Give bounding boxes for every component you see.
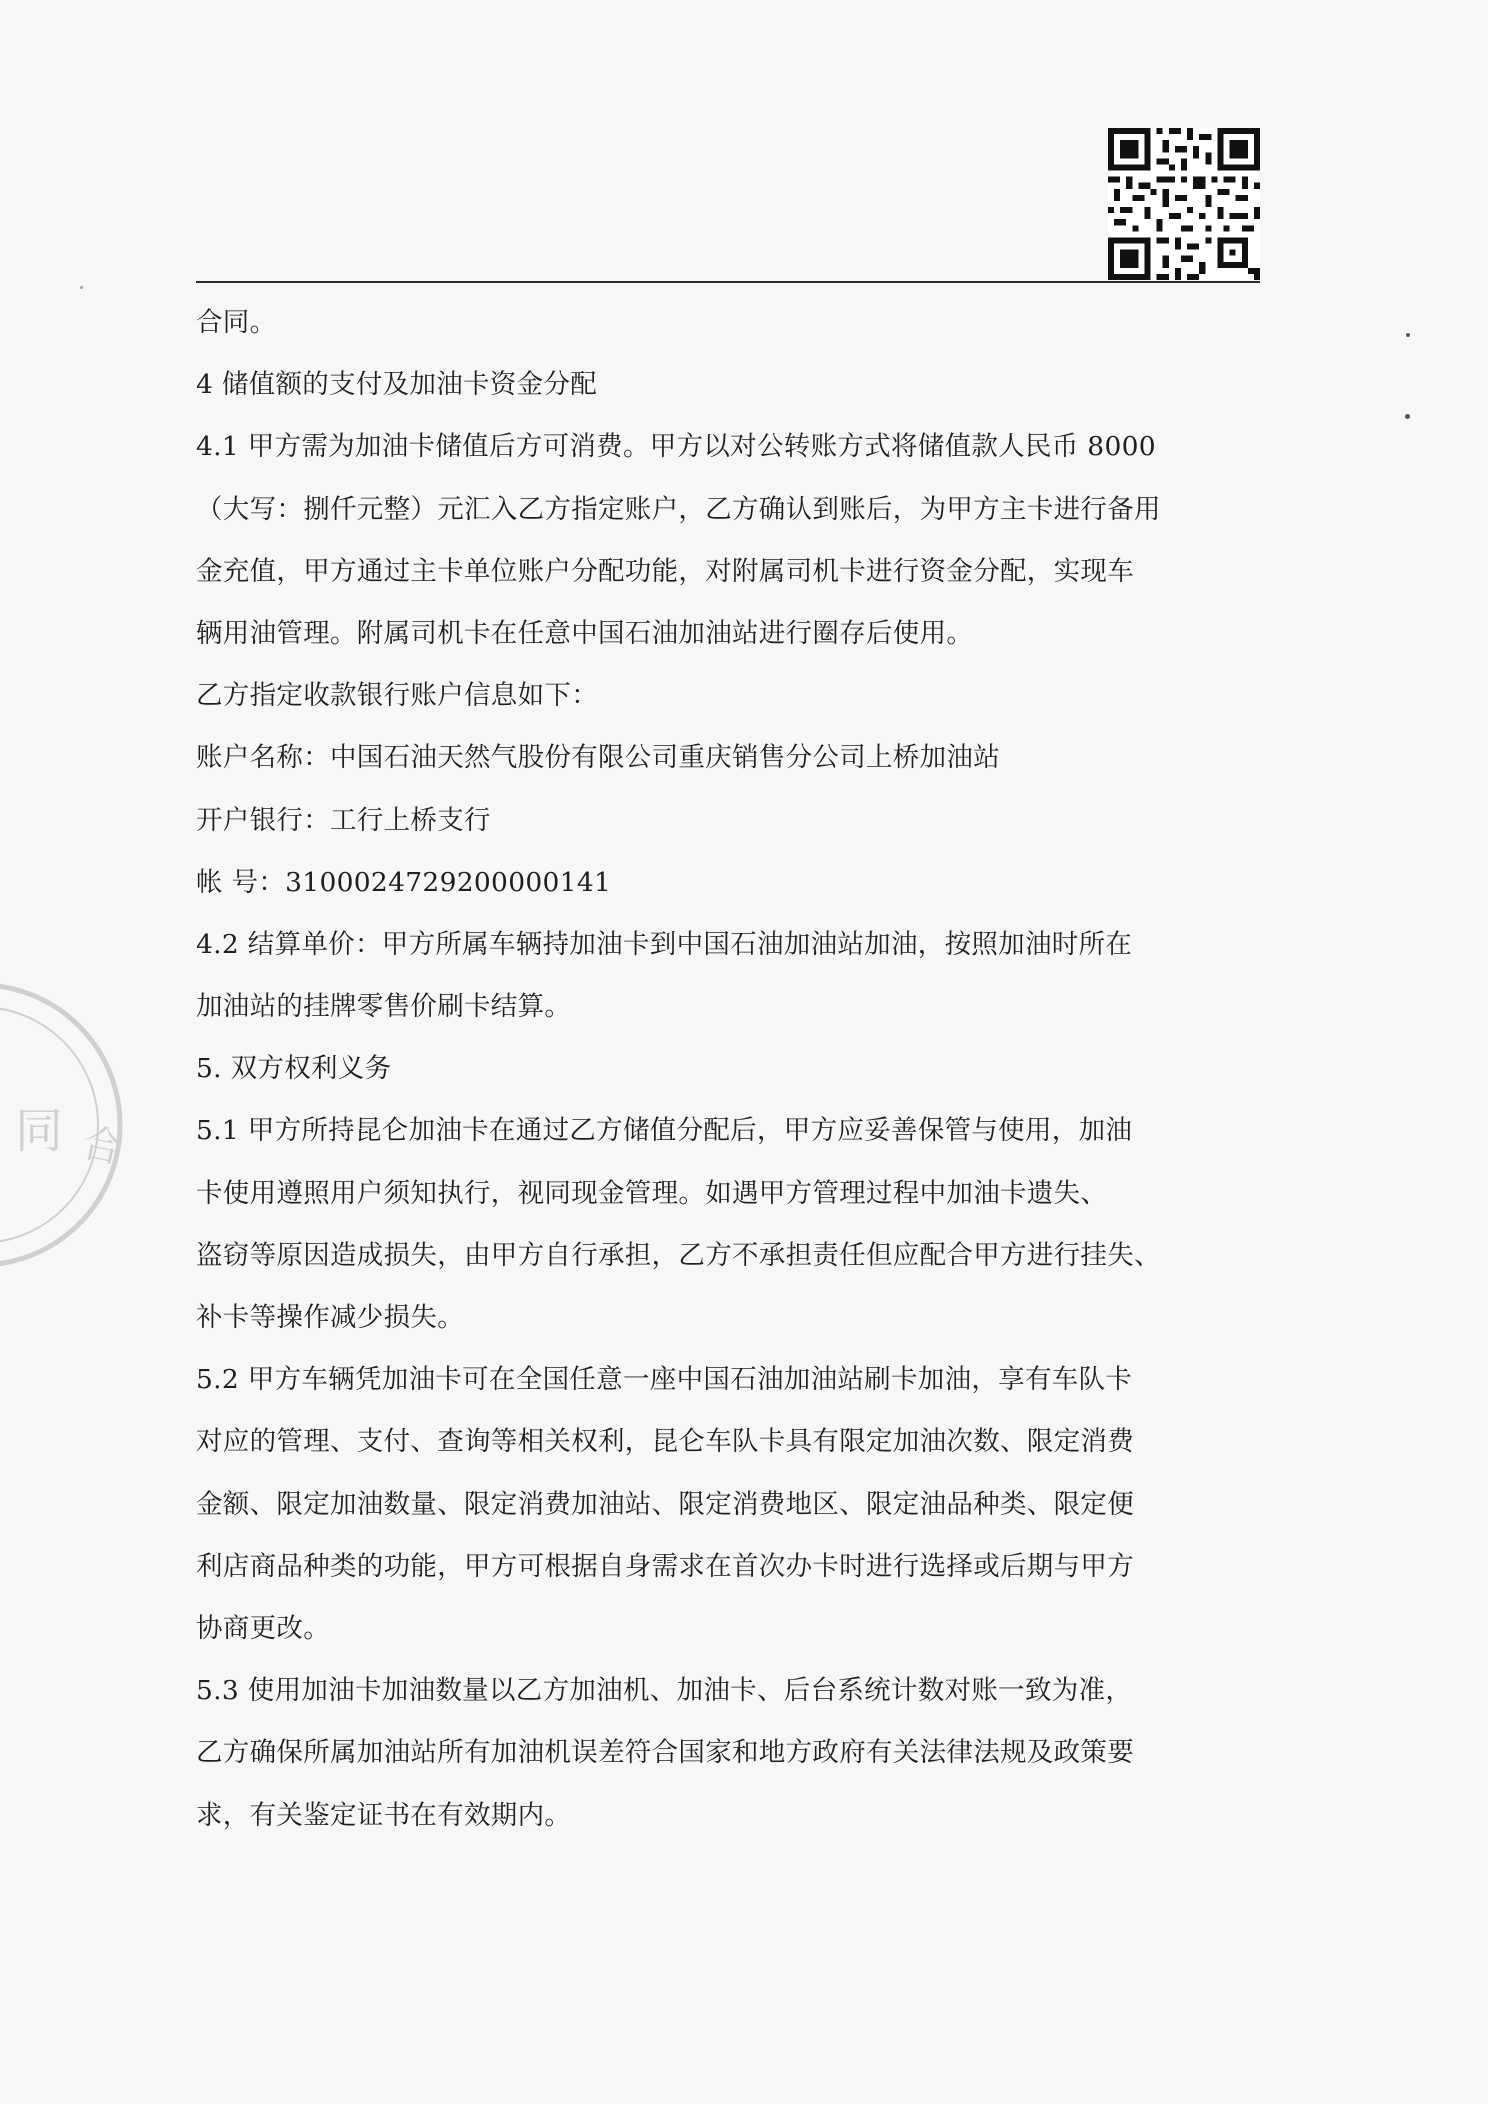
section-heading: 4 储值额的支付及加油卡资金分配	[196, 369, 598, 401]
body-line: 金充值，甲方通过主卡单位账户分配功能，对附属司机卡进行资金分配，实现车	[196, 555, 1134, 587]
contract-body	[196, 292, 1260, 1847]
body-line: 合同。	[196, 307, 277, 338]
body-line: 乙方确保所属加油站所有加油机误差符合国家和地方政府有关法律法规及政策要	[196, 1737, 1134, 1769]
body-line: 5.2 甲方车辆凭加油卡可在全国任意一座中国石油加油站刷卡加油，享有车队卡	[196, 1364, 1133, 1396]
body-line: 金额、限定加油数量、限定消费加油站、限定消费地区、限定油品种类、限定便	[196, 1488, 1134, 1520]
body-line: 5.1 甲方所持昆仑加油卡在通过乙方储值分配后，甲方应妥善保管与使用，加油	[196, 1115, 1133, 1147]
account-name-line: 账户名称：中国石油天然气股份有限公司重庆销售分公司上桥加油站	[196, 742, 1000, 774]
body-line: 协商更改。	[196, 1612, 330, 1644]
scan-speck	[1406, 333, 1410, 337]
svg-text:同: 同	[15, 1103, 64, 1159]
body-line: 加油站的挂牌零售价刷卡结算。	[196, 991, 572, 1023]
body-line: 利店商品种类的功能，甲方可根据自身需求在首次办卡时进行选择或后期与甲方	[196, 1550, 1134, 1582]
section-heading: 5. 双方权利义务	[196, 1053, 392, 1085]
seal-stamp	[0, 975, 140, 1275]
qr-code	[1108, 128, 1260, 280]
scan-speck	[1405, 414, 1410, 419]
header-rule	[196, 281, 1260, 283]
body-line: 盗窃等原因造成损失，由甲方自行承担，乙方不承担责任但应配合甲方进行挂失、	[196, 1239, 1161, 1271]
body-line: 5.3 使用加油卡加油数量以乙方加油机、加油卡、后台系统计数对账一致为准，	[196, 1675, 1133, 1707]
body-line: 辆用油管理。附属司机卡在任意中国石油加油站进行圈存后使用。	[196, 617, 974, 649]
bank-line: 开户银行：工行上桥支行	[196, 804, 491, 836]
body-line: 求，有关鉴定证书在有效期内。	[196, 1799, 572, 1831]
body-line: 4.2 结算单价：甲方所属车辆持加油卡到中国石油加油站加油，按照加油时所在	[196, 928, 1133, 960]
account-number-line: 帐 号：3100024729200000141	[196, 866, 612, 898]
body-line: （大写：捌仟元整）元汇入乙方指定账户，乙方确认到账后，为甲方主卡进行备用	[196, 493, 1161, 525]
scan-speck	[80, 286, 83, 289]
body-line: 4.1 甲方需为加油卡储值后方可消费。甲方以对公转账方式将储值款人民币 8000	[196, 431, 1156, 463]
body-line: 卡使用遵照用户须知执行，视同现金管理。如遇甲方管理过程中加油卡遗失、	[196, 1177, 1108, 1209]
body-line: 对应的管理、支付、查询等相关权利，昆仑车队卡具有限定加油次数、限定消费	[196, 1426, 1134, 1458]
svg-text:合: 合	[77, 1119, 127, 1174]
body-line: 乙方指定收款银行账户信息如下：	[196, 680, 598, 712]
body-line: 补卡等操作减少损失。	[196, 1302, 464, 1333]
